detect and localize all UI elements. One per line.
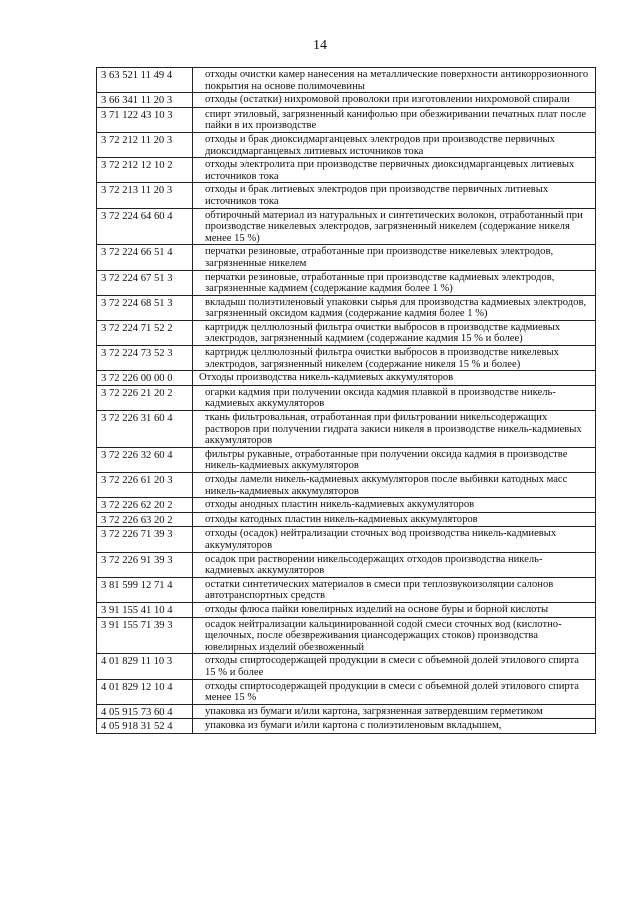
waste-code-cell: 3 81 599 12 71 4 (97, 577, 193, 602)
waste-code-cell: 3 66 341 11 20 3 (97, 93, 193, 108)
waste-description-cell: отходы и брак литиевых электродов при производстве первичных литиевых источников тока (193, 183, 596, 208)
table-row (97, 527, 596, 552)
waste-description-cell: упаковка из бумаги и/или картона с полиэтиленовым вкладышем, (193, 719, 596, 734)
waste-code-cell: 3 72 224 71 52 2 (97, 320, 193, 345)
waste-code-cell: 3 71 122 43 10 3 (97, 107, 193, 132)
table-row (97, 512, 596, 527)
waste-description-cell: спирт этиловый, загрязненный канифолью при обезжиривании печатных плат после пайки в их производстве (193, 107, 596, 132)
table-row (97, 320, 596, 345)
waste-description-cell: ткань фильтровальная, отработанная при фильтровании никельсодержащих растворов при получении гидрата закиси никеля в производстве никель-кадмиевых аккумуляторов (193, 411, 596, 448)
waste-description-cell: отходы (осадок) нейтрализации сточных вод производства никель-кадмиевых аккумуляторов (193, 527, 596, 552)
waste-description-cell: картридж целлюлозный фильтра очистки выбросов в производстве никелевых электродов, загрязненный никелем (содержание никеля 15 % и более) (193, 346, 596, 371)
waste-code-cell: 3 72 224 64 60 4 (97, 208, 193, 245)
waste-description-cell: остатки синтетических материалов в смеси при теплозвукоизоляции салонов автотранспортных средств (193, 577, 596, 602)
waste-code-cell: 4 01 829 11 10 3 (97, 654, 193, 679)
table-row (97, 385, 596, 410)
waste-code-cell: 3 72 224 67 51 3 (97, 270, 193, 295)
waste-description-cell: отходы (остатки) нихромовой проволоки при изготовлении нихромовой спирали (193, 93, 596, 108)
waste-description-cell: Отходы производства никель-кадмиевых аккумуляторов (193, 371, 596, 386)
waste-description-cell: обтирочный материал из натуральных и синтетических волокон, отработанный при производстве никелевых электродов, загрязненный никелем (содержание никеля менее 15 %) (193, 208, 596, 245)
table-row (97, 411, 596, 448)
waste-description-cell: огарки кадмия при получении оксида кадмия плавкой в производстве никель-кадмиевых аккумуляторов (193, 385, 596, 410)
waste-code-cell: 4 05 918 31 52 4 (97, 719, 193, 734)
waste-code-cell: 3 72 226 63 20 2 (97, 512, 193, 527)
waste-code-cell: 3 72 224 66 51 4 (97, 245, 193, 270)
waste-description-cell: отходы катодных пластин никель-кадмиевых аккумуляторов (193, 512, 596, 527)
waste-description-cell: отходы и брак диоксидмарганцевых электродов при производстве первичных диоксидмарганцевых литиевых источников тока (193, 132, 596, 157)
waste-description-cell: осадок нейтрализации кальцинированной содой смеси сточных вод (кислотно-щелочных, после обезвреживания циансодержащих стоков) производства ювелирных изделий обезвоженный (193, 617, 596, 654)
waste-code-cell: 3 72 226 62 20 2 (97, 498, 193, 513)
table-row (97, 704, 596, 719)
waste-code-cell: 3 72 224 73 52 3 (97, 346, 193, 371)
waste-description-cell: осадок при растворении никельсодержащих отходов производства никель-кадмиевых аккумуляторов (193, 552, 596, 577)
waste-description-cell: картридж целлюлозный фильтра очистки выбросов в производстве кадмиевых электродов, загрязненный кадмием (содержание кадмия 15 % и более) (193, 320, 596, 345)
table-row (97, 371, 596, 386)
waste-code-cell: 3 72 226 61 20 3 (97, 473, 193, 498)
table-row (97, 346, 596, 371)
table-row (97, 93, 596, 108)
table-row (97, 447, 596, 472)
waste-description-cell: отходы спиртосодержащей продукции в смеси с объемной долей этилового спирта менее 15 % (193, 679, 596, 704)
table-row (97, 245, 596, 270)
waste-description-cell: отходы анодных пластин никель-кадмиевых аккумуляторов (193, 498, 596, 513)
waste-description-cell: упаковка из бумаги и/или картона, загрязненная затвердевшим герметиком (193, 704, 596, 719)
waste-code-cell: 3 91 155 41 10 4 (97, 602, 193, 617)
waste-classification-table (96, 67, 596, 734)
waste-description-cell: фильтры рукавные, отработанные при получении оксида кадмия в производстве никель-кадмиевых аккумуляторов (193, 447, 596, 472)
table-row (97, 107, 596, 132)
waste-description-cell: перчатки резиновые, отработанные при производстве никелевых электродов, загрязненные никелем (193, 245, 596, 270)
table-row (97, 654, 596, 679)
waste-code-cell: 3 72 226 21 20 2 (97, 385, 193, 410)
waste-description-cell: отходы спиртосодержащей продукции в смеси с объемной долей этилового спирта 15 % и более (193, 654, 596, 679)
table-row (97, 132, 596, 157)
table-row (97, 679, 596, 704)
waste-description-cell: вкладыш полиэтиленовый упаковки сырья для производства кадмиевых электродов, загрязненный оксидом кадмия (содержание кадмия более 1 %) (193, 295, 596, 320)
waste-code-cell: 4 05 915 73 60 4 (97, 704, 193, 719)
table-row (97, 719, 596, 734)
table-row (97, 183, 596, 208)
table-row (97, 498, 596, 513)
waste-code-cell: 3 72 213 11 20 3 (97, 183, 193, 208)
waste-description-cell: отходы флюса пайки ювелирных изделий на основе буры и борной кислоты (193, 602, 596, 617)
waste-code-cell: 3 72 212 11 20 3 (97, 132, 193, 157)
table-row (97, 473, 596, 498)
table-row (97, 552, 596, 577)
waste-description-cell: отходы ламели никель-кадмиевых аккумуляторов после выбивки катодных масс никель-кадмиевых аккумуляторов (193, 473, 596, 498)
table-row (97, 577, 596, 602)
waste-description-cell: отходы очистки камер нанесения на металлические поверхности антикоррозионного покрытия на основе полимочевины (193, 68, 596, 93)
waste-code-cell: 3 72 226 00 00 0 (97, 371, 193, 386)
table-row (97, 158, 596, 183)
waste-code-cell: 4 01 829 12 10 4 (97, 679, 193, 704)
waste-description-cell: перчатки резиновые, отработанные при производстве кадмиевых электродов, загрязненные кадмием (содержание кадмия более 1 %) (193, 270, 596, 295)
table-row (97, 270, 596, 295)
waste-code-cell: 3 72 224 68 51 3 (97, 295, 193, 320)
table-row (97, 68, 596, 93)
waste-code-cell: 3 72 212 12 10 2 (97, 158, 193, 183)
waste-description-cell: отходы электролита при производстве первичных диоксидмарганцевых литиевых источников тока (193, 158, 596, 183)
table-row (97, 617, 596, 654)
table-row (97, 602, 596, 617)
waste-code-cell: 3 91 155 71 39 3 (97, 617, 193, 654)
table-row (97, 208, 596, 245)
waste-code-cell: 3 72 226 31 60 4 (97, 411, 193, 448)
waste-code-cell: 3 72 226 91 39 3 (97, 552, 193, 577)
page-number: 14 (313, 38, 327, 53)
table-row (97, 295, 596, 320)
waste-code-cell: 3 63 521 11 49 4 (97, 68, 193, 93)
waste-code-cell: 3 72 226 32 60 4 (97, 447, 193, 472)
waste-code-cell: 3 72 226 71 39 3 (97, 527, 193, 552)
